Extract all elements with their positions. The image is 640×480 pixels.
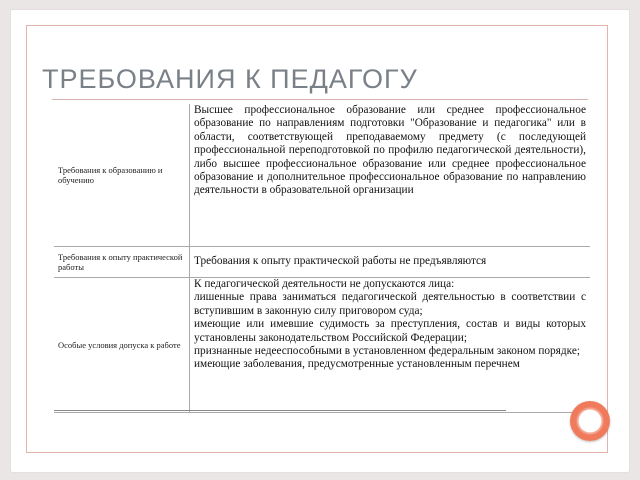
- row-paragraph: признанные недееспособными в установленном федеральным законом порядке;: [194, 345, 580, 358]
- frame-right-line: [607, 25, 608, 452]
- row-paragraph: лишенные права заниматься педагогической деятельностью в соответствии с вступившим в законную силу приговором суда;: [194, 291, 586, 317]
- row-text: Требования к опыту практической работы не предъявляются: [194, 255, 487, 268]
- row-label: Особые условия допуска к работе: [54, 278, 190, 412]
- table-bottom-line: [54, 410, 506, 411]
- slide-title: ТРЕБОВАНИЯ К ПЕДАГОГУ: [42, 64, 418, 94]
- row-label: Требования к опыту практической работы: [54, 247, 190, 277]
- requirements-table: [54, 104, 590, 413]
- row-text: [190, 278, 590, 412]
- orange-ring-icon: [570, 401, 610, 441]
- table-row: [54, 104, 590, 247]
- table-row: [54, 278, 590, 413]
- row-label: Требования к образованию и обучению: [54, 104, 190, 246]
- row-paragraph: К педагогической деятельности не допускаются лица:: [194, 278, 455, 290]
- row-paragraph: имеющие заболевания, предусмотренные установленным перечнем: [194, 358, 520, 371]
- row-text: Высшее профессиональное образование или среднее профессиональное образование по направлениям подготовки "Образование и педагогика" или в области, соответствующей преподаваемому предмету (с последующей профессиональной переподготовкой по профилю педагогической деятельности), либо высшее профессиональное образование или среднее профессиональное образование и дополнительное профессиональное образование по направлению деятельности в образовательной организации: [194, 104, 586, 197]
- frame-left-line: [26, 25, 27, 452]
- frame-top-line: [26, 25, 608, 26]
- title-divider: [52, 99, 588, 100]
- table-row: [54, 247, 590, 278]
- row-paragraph: имеющие или имевшие судимость за преступления, состав и виды которых установлены законодательством Российской Федерации;: [194, 318, 586, 344]
- frame-bottom-line: [26, 452, 608, 453]
